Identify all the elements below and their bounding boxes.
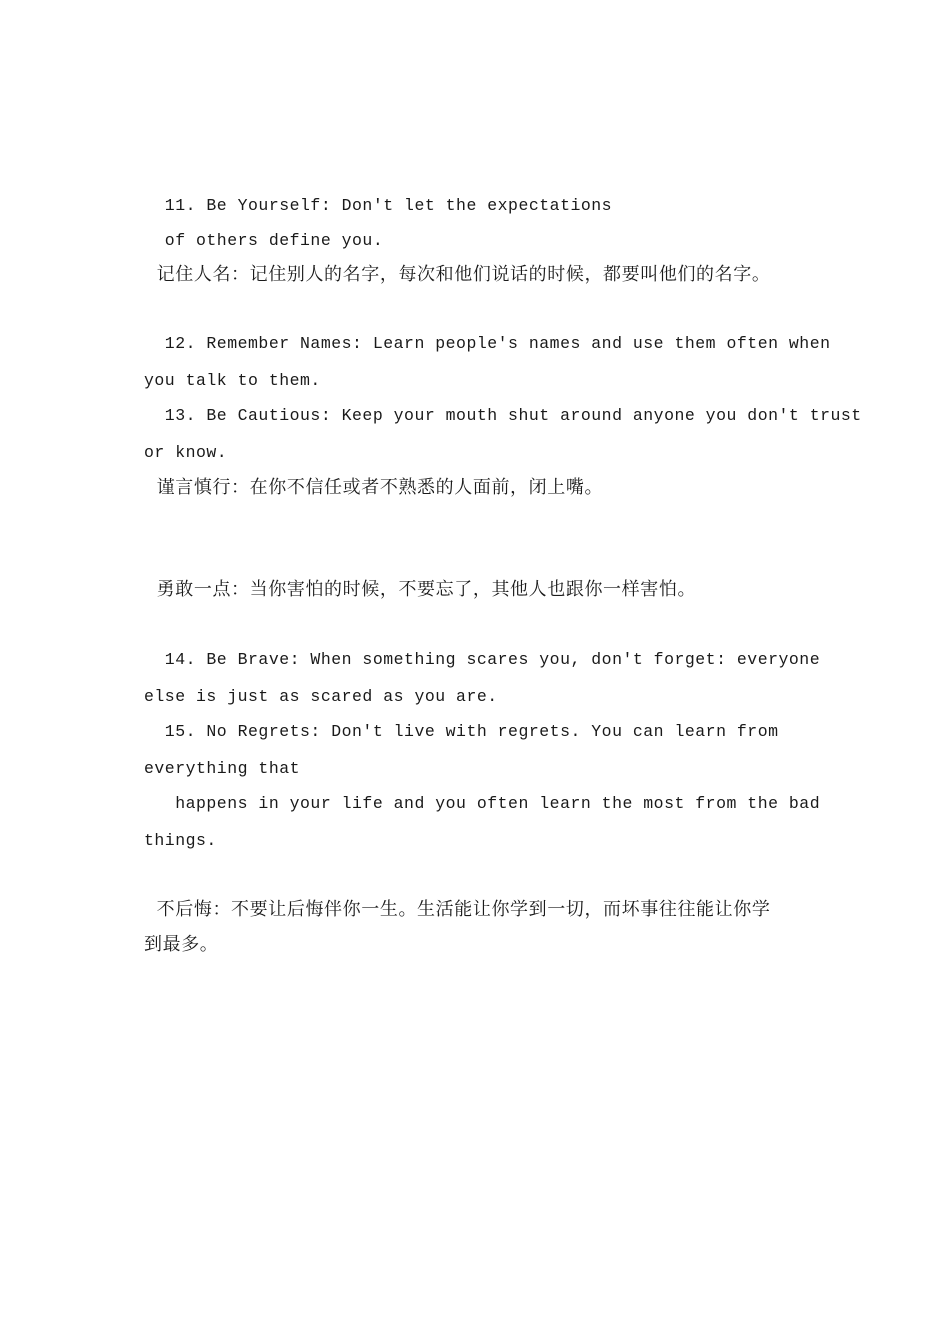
text-line: 12. Remember Names: Learn people's names and use them often when xyxy=(144,334,831,353)
text-line: everything that xyxy=(144,759,301,778)
text-line: or know. xyxy=(144,443,228,462)
text-line: you talk to them. xyxy=(144,371,321,390)
text-line: 记住人名：记住别人的名字，每次和他们说话的时候，都要叫他们的名字。 xyxy=(144,264,771,285)
text-line: else is just as scared as you are. xyxy=(144,687,498,706)
text-line: 到最多。 xyxy=(144,934,219,955)
text-line: of others define you. xyxy=(144,231,384,250)
text-line: 勇敢一点：当你害怕的时候，不要忘了，其他人也跟你一样害怕。 xyxy=(144,579,697,600)
text-line: things. xyxy=(144,831,217,850)
text-line: happens in your life and you often learn the most from the bad xyxy=(144,794,821,813)
text-line: 不后悔：不要让后悔伴你一生。生活能让你学到一切，而坏事往往能让你学 xyxy=(144,899,771,920)
text-line: 11. Be Yourself: Don't let the expectations xyxy=(144,196,613,215)
text-line: 15. No Regrets: Don't live with regrets. You can learn from xyxy=(144,722,779,741)
text-line: 14. Be Brave: When something scares you, don't forget: everyone xyxy=(144,650,821,669)
text-line: 13. Be Cautious: Keep your mouth shut around anyone you don't trust xyxy=(144,406,862,425)
text-line: 谨言慎行：在你不信任或者不熟悉的人面前，闭上嘴。 xyxy=(144,477,604,498)
